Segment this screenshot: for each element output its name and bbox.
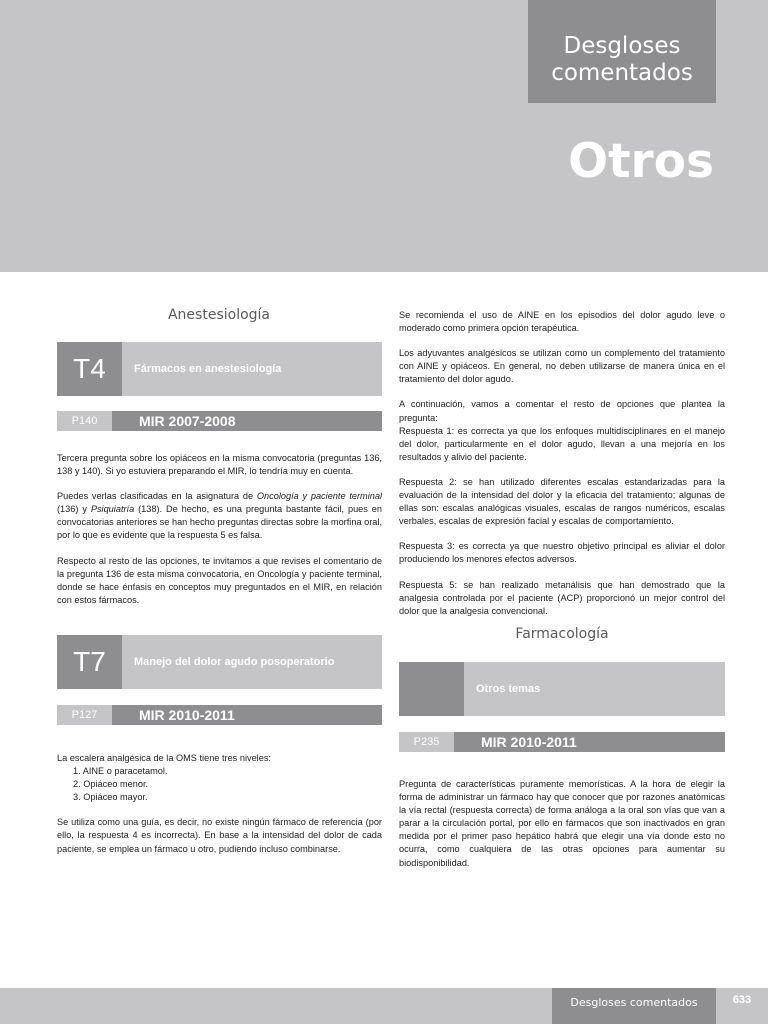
topic-number: T4 xyxy=(57,342,122,396)
paragraph: Respuesta 2: se han utilizado diferentes escalas estandarizadas para la evaluación de la intensidad del dolor y la eficacia del tratamiento; algunas de ellas son: escalas analógicas visuales, escalas de rangos numéricos, escalas verbales, escalas de expresión facial y escalas de comportamiento. xyxy=(399,476,725,527)
list-item: 1. AINE o paracetamol. xyxy=(73,766,168,777)
paragraph: Se utiliza como una guía, es decir, no existe ningún fármaco de referencia (por ello, la respuesta 4 es incorrecta). En base a la intensidad del dolor de cada paciente, se emplea un fármaco u otro, pudiendo incluso combinarse. xyxy=(57,817,382,854)
mir-bar-p140 xyxy=(57,411,382,431)
page-title: Otros xyxy=(568,134,714,189)
question-number: P140 xyxy=(57,411,112,431)
paragraph: Puedes verlas clasificadas en la asignatura de Oncología y paciente terminal (136) y Psiquiatría (138). De hecho, es una pregunta bastante fácil, pues en convocatorias anteriores se han hecho preguntas directas sobre la morfina oral, por lo que es evidente que la respuesta 5 es falsa. xyxy=(57,491,382,541)
question-number: P235 xyxy=(399,732,454,752)
section-heading-farmacologia: Farmacología xyxy=(515,626,609,642)
question-number: P127 xyxy=(57,705,112,725)
text-block-p127 xyxy=(57,752,382,868)
list-intro: La escalera analgésica de la OMS tiene tres niveles: xyxy=(57,753,271,763)
page-number: 633 xyxy=(732,994,752,1006)
header-box-title-line2: comentados xyxy=(551,60,693,86)
mir-bar-p235 xyxy=(399,732,725,752)
section-heading-anestesiologia: Anestesiología xyxy=(167,307,271,323)
header-section-box xyxy=(528,0,716,103)
paragraph: Se recomienda el uso de AINE en los episodios del dolor agudo leve o moderado como primera opción terapéutica. xyxy=(399,310,725,334)
topic-label: Otros temas xyxy=(476,683,541,695)
footer-label: Desgloses comentados xyxy=(552,988,716,1024)
header-box-title-line1: Desgloses xyxy=(563,33,681,59)
topic-box-t4 xyxy=(57,342,382,396)
mir-bar-p127 xyxy=(57,705,382,725)
paragraph: Respuesta 3: es correcta ya que nuestro objetivo principal es aliviar el dolor produciendo los menores efectos adversos. xyxy=(399,541,725,565)
paragraph: Respecto al resto de las opciones, te invitamos a que revises el comentario de la pregunta 136 de esta misma convocatoria, en Oncología y paciente terminal, donde se hace énfasis en conceptos muy preguntados en el MIR, en relación con estos fármacos. xyxy=(57,555,382,605)
topic-box-otros-temas xyxy=(399,662,725,716)
topic-label: Manejo del dolor agudo posoperatorio xyxy=(134,656,335,668)
list-item: 3. Opiáceo mayor. xyxy=(73,792,148,803)
text-block-right-top xyxy=(399,309,725,630)
list-item: 2. Opiáceo menor. xyxy=(73,779,149,790)
paragraph: A continuación, vamos a comentar el resto de opciones que plantea la pregunta: Respuesta 1: es correcta ya que los enfoques multidisciplinares en el manejo del dolor, particularmente en el dolor agudo, llevan a una mejoría en los resultados y alivio del paciente. xyxy=(399,399,725,462)
paragraph: Los adyuvantes analgésicos se utilizan como un complemento del tratamiento con AINE y opiáceos. En general, no deben utilizarse de manera única en el tratamiento del dolor agudo. xyxy=(399,348,725,385)
topic-number: T7 xyxy=(57,635,122,689)
topic-label: Fármacos en anestesiología xyxy=(134,363,282,375)
topic-number xyxy=(399,662,464,716)
header-box-title xyxy=(528,33,716,87)
text-block-p235 xyxy=(399,778,725,882)
exam-label: MIR 2007-2008 xyxy=(139,413,236,429)
exam-label: MIR 2010-2011 xyxy=(139,707,235,723)
topic-box-t7 xyxy=(57,635,382,689)
exam-label: MIR 2010-2011 xyxy=(481,734,577,750)
text-block-p140 xyxy=(57,452,382,619)
paragraph: Respuesta 5: se han realizado metanálisis que han demostrado que la analgesia controlada por el paciente (ACP) proporcionó un mejor control del dolor que la analgesia convencional. xyxy=(399,579,725,616)
paragraph: Pregunta de características puramente memorísticas. A la hora de elegir la forma de administrar un fármaco hay que conocer que por razones anatómicas la vía rectal (respuesta correcta) de forma análoga a la oral son vías que van a parar a la circulación portal, por ello en fármacos que son inactivados en gran medida por el primer paso hepático habrá que elegir una vía donde esto no ocurra, como cualquiera de las otras opciones para aumentar su biodisponibilidad. xyxy=(399,779,725,868)
paragraph: Tercera pregunta sobre los opiáceos en la misma convocatoria (preguntas 136, 138 y 140). Si yo estuviera preparando el MIR, lo tendría muy en cuenta. xyxy=(57,453,382,477)
